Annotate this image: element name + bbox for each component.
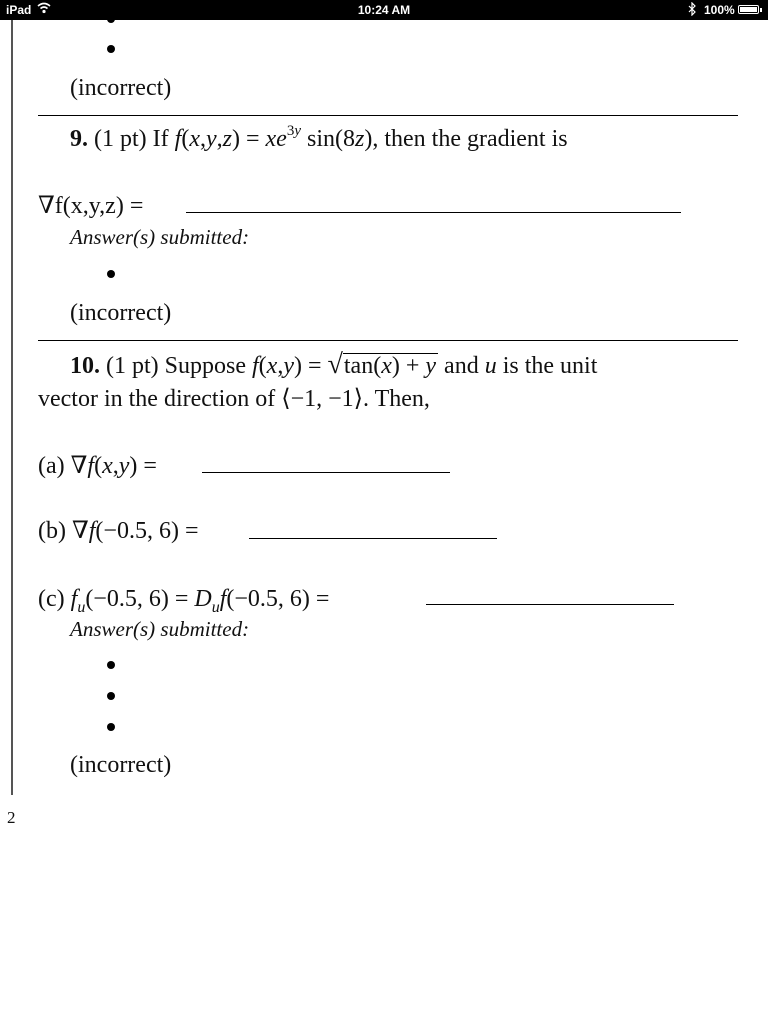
problem-9-prompt-start: If	[152, 126, 169, 152]
problem-9-points: (1 pt)	[94, 126, 147, 152]
part-a-label: (a)	[38, 453, 65, 479]
problem-10-points: (1 pt)	[106, 353, 159, 379]
problem-10-function: f(x,y) = √tan(x) + y	[252, 349, 437, 380]
problem-10-prompt-start: Suppose	[164, 353, 246, 379]
device-name: iPad	[6, 3, 32, 17]
problem-10-part-b: (b) ∇f(−0.5, 6) =	[38, 518, 199, 544]
answer-bullet	[107, 15, 115, 23]
divider	[38, 340, 738, 341]
bluetooth-icon	[688, 2, 697, 19]
problem-10-submitted-label: Answer(s) submitted:	[70, 617, 250, 641]
part-b-label: (b)	[38, 518, 66, 544]
problem-9-answer-blank[interactable]	[186, 212, 681, 213]
problem-10-line2: vector in the direction of ⟨−1, −1⟩. Then,	[38, 386, 430, 412]
part-a-answer-blank[interactable]	[202, 472, 450, 473]
part-b-answer-blank[interactable]	[249, 538, 497, 539]
previous-result: (incorrect)	[70, 75, 172, 101]
problem-9-statement	[70, 124, 568, 154]
problem-9-number: 9.	[70, 126, 88, 152]
margin-rule	[11, 20, 13, 795]
problem-9-function: $f(x,y,z) = xe^{3y}$ sin(8z)	[174, 123, 373, 152]
answer-bullet	[107, 270, 115, 278]
problem-10-result: (incorrect)	[70, 752, 172, 778]
page-number: 2	[7, 808, 16, 827]
answer-bullet	[107, 45, 115, 53]
problem-9-result: (incorrect)	[70, 300, 172, 326]
answer-bullet	[107, 661, 115, 669]
problem-9-submitted-label: Answer(s) submitted:	[70, 225, 250, 249]
problem-10-prompt-end: is the unit	[502, 353, 598, 379]
problem-10-part-c: (c) $f_u(-0.5$, $6) = D_uf(-0.5$, 6) =	[38, 586, 330, 616]
answer-bullet	[107, 723, 115, 731]
battery-icon	[738, 5, 759, 14]
problem-9-answer-label: ∇f(x,y,z) =	[38, 193, 144, 219]
problem-10-number: 10.	[70, 353, 100, 379]
clock: 10:24 AM	[357, 3, 411, 17]
battery-percent: 100%	[704, 3, 735, 17]
part-c-label: (c)	[38, 586, 65, 612]
problem-10-part-a: (a) ∇f(x,y) =	[38, 453, 157, 479]
answer-bullet	[107, 692, 115, 700]
divider	[38, 115, 738, 116]
problem-10-statement: 10. (1 pt) Suppose f(x,y) = √tan(x) + y and u is the unit	[70, 349, 598, 380]
problem-10-prompt-mid: and	[444, 353, 479, 379]
part-c-answer-blank[interactable]	[426, 604, 674, 605]
status-bar	[0, 0, 768, 20]
problem-9-prompt-end: , then the gradient is	[372, 126, 568, 152]
